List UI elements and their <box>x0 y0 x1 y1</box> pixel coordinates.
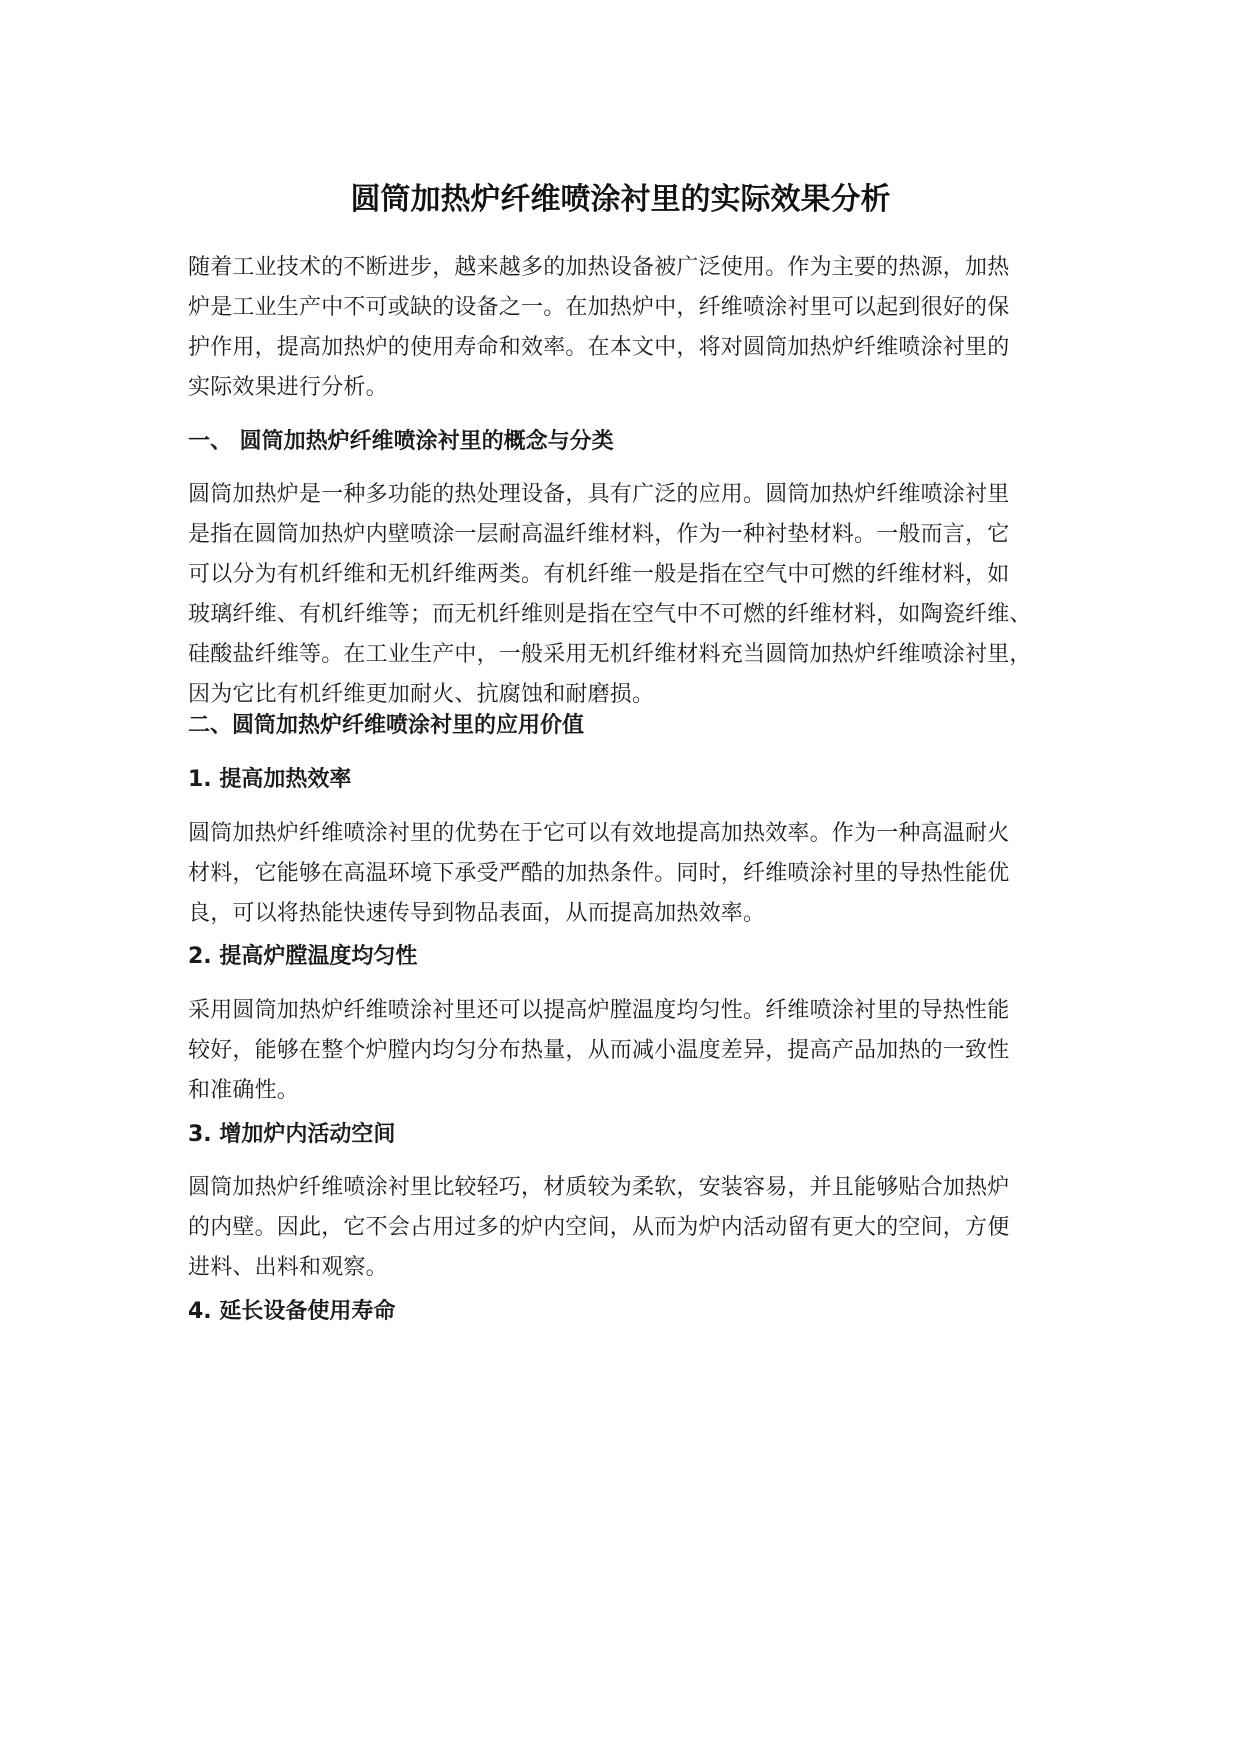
subheading-2: 2. 提高炉膛温度均匀性 <box>188 944 418 969</box>
subheading-4: 4. 延长设备使用寿命 <box>188 1299 396 1324</box>
paragraph-line: 圆筒加热炉纤维喷涂衬里的优势在于它可以有效地提高加热效率。作为一种高温耐火 <box>188 821 1010 846</box>
paragraph-line: 良，可以将热能快速传导到物品表面，从而提高加热效率。 <box>188 901 766 926</box>
subheading-3: 3. 增加炉内活动空间 <box>188 1122 396 1147</box>
paragraph-line: 材料，它能够在高温环境下承受严酷的加热条件。同时，纤维喷涂衬里的导热性能优 <box>188 861 1010 886</box>
paragraph-line: 圆筒加热炉是一种多功能的热处理设备，具有广泛的应用。圆筒加热炉纤维喷涂衬里 <box>188 482 1010 507</box>
paragraph-line: 硅酸盐纤维等。在工业生产中，一般采用无机纤维材料充当圆筒加热炉纤维喷涂衬里， <box>188 642 1032 667</box>
section-1-paragraph <box>188 475 1068 715</box>
page-title: 圆筒加热炉纤维喷涂衬里的实际效果分析 <box>350 182 891 217</box>
paragraph-line: 护作用，提高加热炉的使用寿命和效率。在本文中，将对圆筒加热炉纤维喷涂衬里的 <box>188 335 1010 360</box>
section-heading-1: 一、 圆筒加热炉纤维喷涂衬里的概念与分类 <box>188 429 614 454</box>
paragraph-line: 较好，能够在整个炉膛内均匀分布热量，从而减小温度差异，提高产品加热的一致性 <box>188 1038 1010 1063</box>
paragraph-line: 实际效果进行分析。 <box>188 375 388 400</box>
subsection-1-paragraph <box>188 814 1068 934</box>
subsection-2-paragraph <box>188 991 1068 1111</box>
paragraph-line: 的内壁。因此，它不会占用过多的炉内空间，从而为炉内活动留有更大的空间，方便 <box>188 1215 1010 1240</box>
paragraph-line: 圆筒加热炉纤维喷涂衬里比较轻巧，材质较为柔软，安装容易，并且能够贴合加热炉 <box>188 1175 1010 1200</box>
intro-paragraph <box>188 248 1068 408</box>
section-heading-2: 二、圆筒加热炉纤维喷涂衬里的应用价值 <box>188 713 585 738</box>
paragraph-line: 炉是工业生产中不可或缺的设备之一。在加热炉中，纤维喷涂衬里可以起到很好的保 <box>188 295 1010 320</box>
paragraph-line: 是指在圆筒加热炉内壁喷涂一层耐高温纤维材料，作为一种衬垫材料。一般而言，它 <box>188 522 1010 547</box>
paragraph-line: 进料、出料和观察。 <box>188 1255 388 1280</box>
paragraph-line: 采用圆筒加热炉纤维喷涂衬里还可以提高炉膛温度均匀性。纤维喷涂衬里的导热性能 <box>188 998 1010 1023</box>
paragraph-line: 可以分为有机纤维和无机纤维两类。有机纤维一般是指在空气中可燃的纤维材料，如 <box>188 562 1010 587</box>
subheading-1: 1. 提高加热效率 <box>188 767 352 792</box>
paragraph-line: 和准确性。 <box>188 1078 300 1103</box>
paragraph-line: 玻璃纤维、有机纤维等；而无机纤维则是指在空气中不可燃的纤维材料，如陶瓷纤维、 <box>188 602 1032 627</box>
paragraph-line: 因为它比有机纤维更加耐火、抗腐蚀和耐磨损。 <box>188 682 655 707</box>
subsection-3-paragraph <box>188 1168 1068 1288</box>
paragraph-line: 随着工业技术的不断进步，越来越多的加热设备被广泛使用。作为主要的热源，加热 <box>188 255 1010 280</box>
